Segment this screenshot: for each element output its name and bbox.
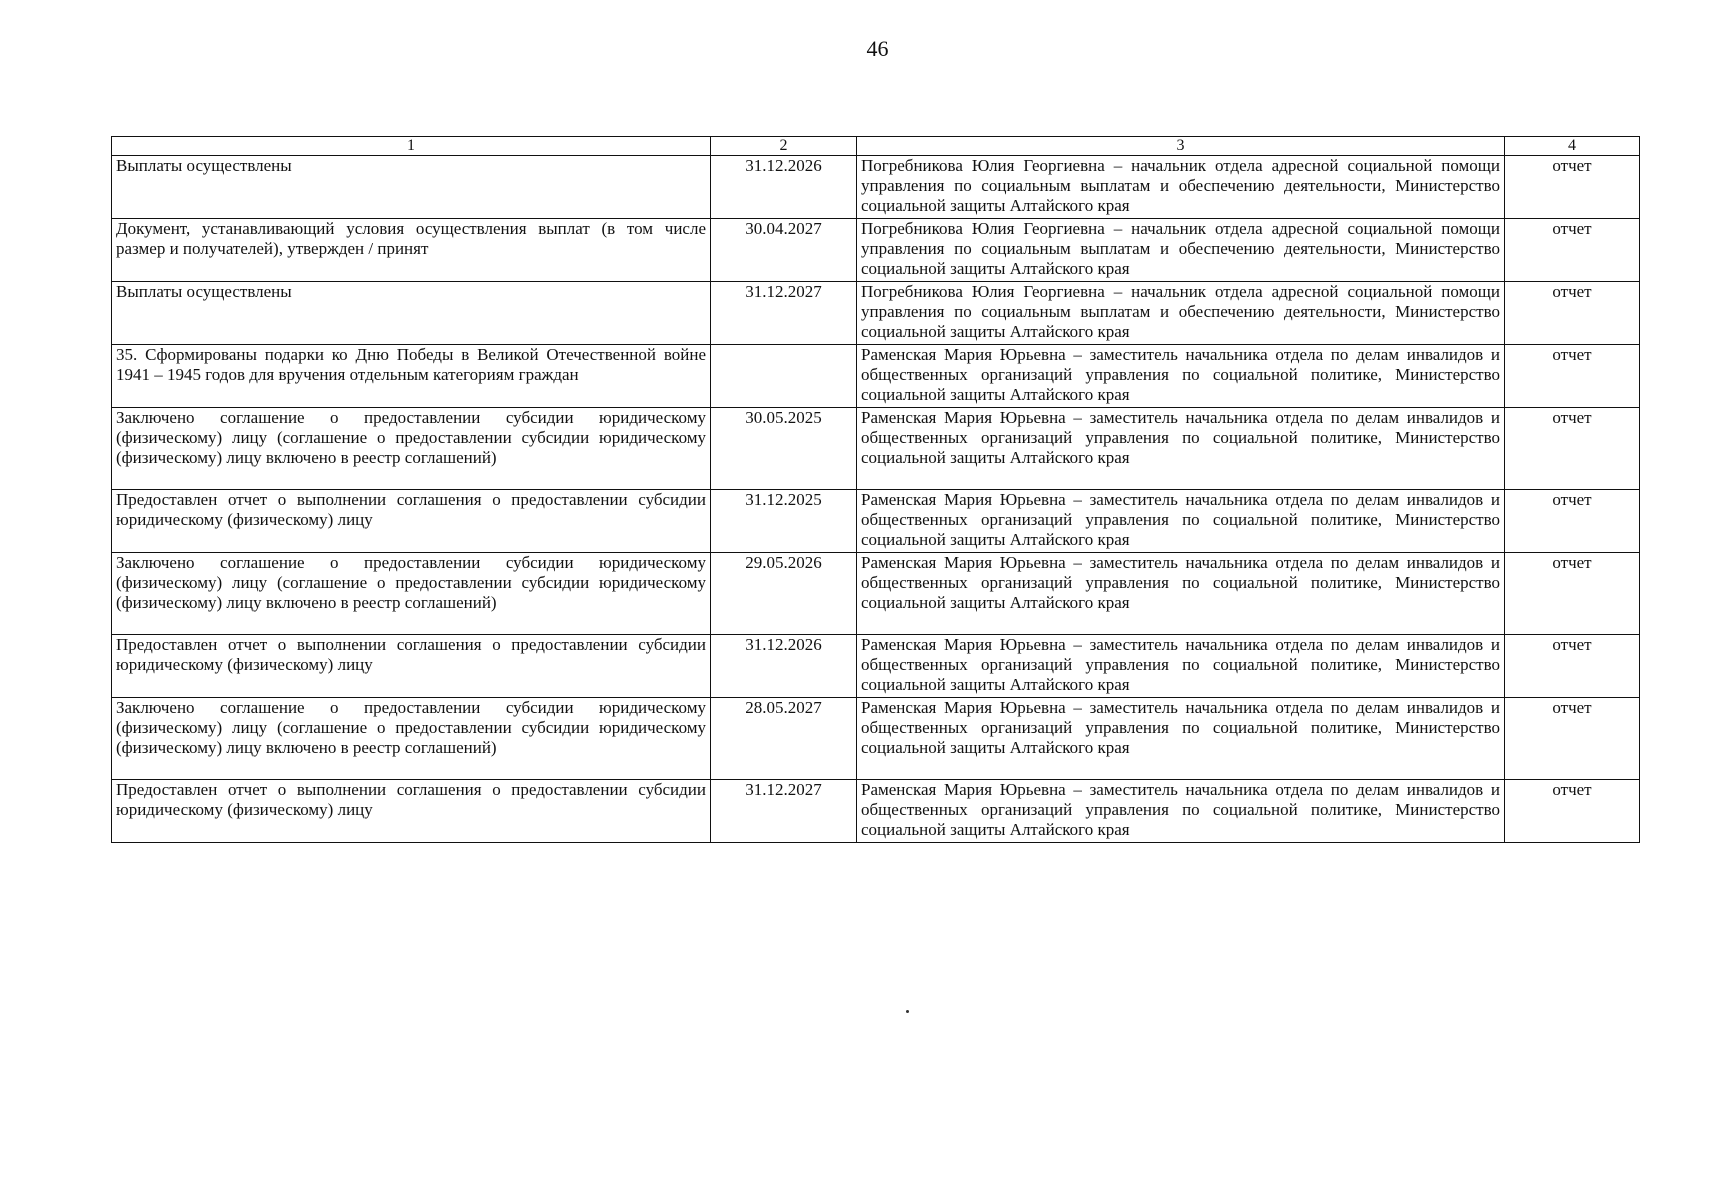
- result-cell: отчет: [1505, 635, 1640, 698]
- table-row: [112, 408, 1640, 490]
- date-cell: 30.05.2025: [711, 408, 857, 490]
- responsible-cell: Погребникова Юлия Георгиевна – начальник отдела адресной социальной помощи управления по социальным выплатам и обеспечению деятельности, Министерство социальной защиты Алтайского края: [857, 282, 1505, 345]
- result-cell: отчет: [1505, 156, 1640, 219]
- responsible-cell: Раменская Мария Юрьевна – заместитель начальника отдела по делам инвалидов и общественных организаций управления по социальной политике, Министерство социальной защиты Алтайского края: [857, 635, 1505, 698]
- date-cell: [711, 345, 857, 408]
- result-cell: отчет: [1505, 408, 1640, 490]
- page-number: 46: [866, 36, 889, 61]
- column-header: 1: [112, 137, 711, 156]
- result-cell: отчет: [1505, 345, 1640, 408]
- events-table: [111, 136, 1640, 843]
- event-cell: Документ, устанавливающий условия осуществления выплат (в том числе размер и получателей), утвержден / принят: [112, 219, 711, 282]
- event-cell: Заключено соглашение о предоставлении субсидии юридическому (физическому) лицу (соглашение о предоставлении субсидии юридическому (физическому) лицу включено в реестр соглашений): [112, 698, 711, 780]
- result-cell: отчет: [1505, 698, 1640, 780]
- event-cell: Предоставлен отчет о выполнении соглашения о предоставлении субсидии юридическому (физическому) лицу: [112, 635, 711, 698]
- responsible-cell: Раменская Мария Юрьевна – заместитель начальника отдела по делам инвалидов и общественных организаций управления по социальной политике, Министерство социальной защиты Алтайского края: [857, 490, 1505, 553]
- event-cell: Выплаты осуществлены: [112, 282, 711, 345]
- event-cell: Предоставлен отчет о выполнении соглашения о предоставлении субсидии юридическому (физическому) лицу: [112, 780, 711, 843]
- column-header: 3: [857, 137, 1505, 156]
- date-cell: 31.12.2026: [711, 156, 857, 219]
- result-cell: отчет: [1505, 553, 1640, 635]
- table-row: [112, 553, 1640, 635]
- responsible-cell: Раменская Мария Юрьевна – заместитель начальника отдела по делам инвалидов и общественных организаций управления по социальной политике, Министерство социальной защиты Алтайского края: [857, 408, 1505, 490]
- event-cell: Выплаты осуществлены: [112, 156, 711, 219]
- table-row: [112, 635, 1640, 698]
- result-cell: отчет: [1505, 219, 1640, 282]
- scan-dot: [906, 1010, 909, 1013]
- responsible-cell: Раменская Мария Юрьевна – заместитель начальника отдела по делам инвалидов и общественных организаций управления по социальной политике, Министерство социальной защиты Алтайского края: [857, 698, 1505, 780]
- responsible-cell: Раменская Мария Юрьевна – заместитель начальника отдела по делам инвалидов и общественных организаций управления по социальной политике, Министерство социальной защиты Алтайского края: [857, 553, 1505, 635]
- responsible-cell: Раменская Мария Юрьевна – заместитель начальника отдела по делам инвалидов и общественных организаций управления по социальной политике, Министерство социальной защиты Алтайского края: [857, 345, 1505, 408]
- column-header: 2: [711, 137, 857, 156]
- responsible-cell: Погребникова Юлия Георгиевна – начальник отдела адресной социальной помощи управления по социальным выплатам и обеспечению деятельности, Министерство социальной защиты Алтайского края: [857, 156, 1505, 219]
- date-cell: 31.12.2026: [711, 635, 857, 698]
- table-row: [112, 345, 1640, 408]
- table-row: [112, 156, 1640, 219]
- responsible-cell: Раменская Мария Юрьевна – заместитель начальника отдела по делам инвалидов и общественных организаций управления по социальной политике, Министерство социальной защиты Алтайского края: [857, 780, 1505, 843]
- responsible-cell: Погребникова Юлия Георгиевна – начальник отдела адресной социальной помощи управления по социальным выплатам и обеспечению деятельности, Министерство социальной защиты Алтайского края: [857, 219, 1505, 282]
- header-row: [112, 137, 1640, 156]
- event-cell: 35. Сформированы подарки ко Дню Победы в Великой Отечественной войне 1941 – 1945 годов для вручения отдельным категориям граждан: [112, 345, 711, 408]
- date-cell: 28.05.2027: [711, 698, 857, 780]
- result-cell: отчет: [1505, 282, 1640, 345]
- table-row: [112, 219, 1640, 282]
- table-row: [112, 490, 1640, 553]
- date-cell: 30.04.2027: [711, 219, 857, 282]
- table-row: [112, 282, 1640, 345]
- date-cell: 29.05.2026: [711, 553, 857, 635]
- date-cell: 31.12.2027: [711, 780, 857, 843]
- event-cell: Заключено соглашение о предоставлении субсидии юридическому (физическому) лицу (соглашение о предоставлении субсидии юридическому (физическому) лицу включено в реестр соглашений): [112, 408, 711, 490]
- table-body: [112, 156, 1640, 843]
- table-row: [112, 698, 1640, 780]
- date-cell: 31.12.2025: [711, 490, 857, 553]
- table-row: [112, 780, 1640, 843]
- result-cell: отчет: [1505, 490, 1640, 553]
- column-header: 4: [1505, 137, 1640, 156]
- event-cell: Заключено соглашение о предоставлении субсидии юридическому (физическому) лицу (соглашение о предоставлении субсидии юридическому (физическому) лицу включено в реестр соглашений): [112, 553, 711, 635]
- date-cell: 31.12.2027: [711, 282, 857, 345]
- result-cell: отчет: [1505, 780, 1640, 843]
- event-cell: Предоставлен отчет о выполнении соглашения о предоставлении субсидии юридическому (физическому) лицу: [112, 490, 711, 553]
